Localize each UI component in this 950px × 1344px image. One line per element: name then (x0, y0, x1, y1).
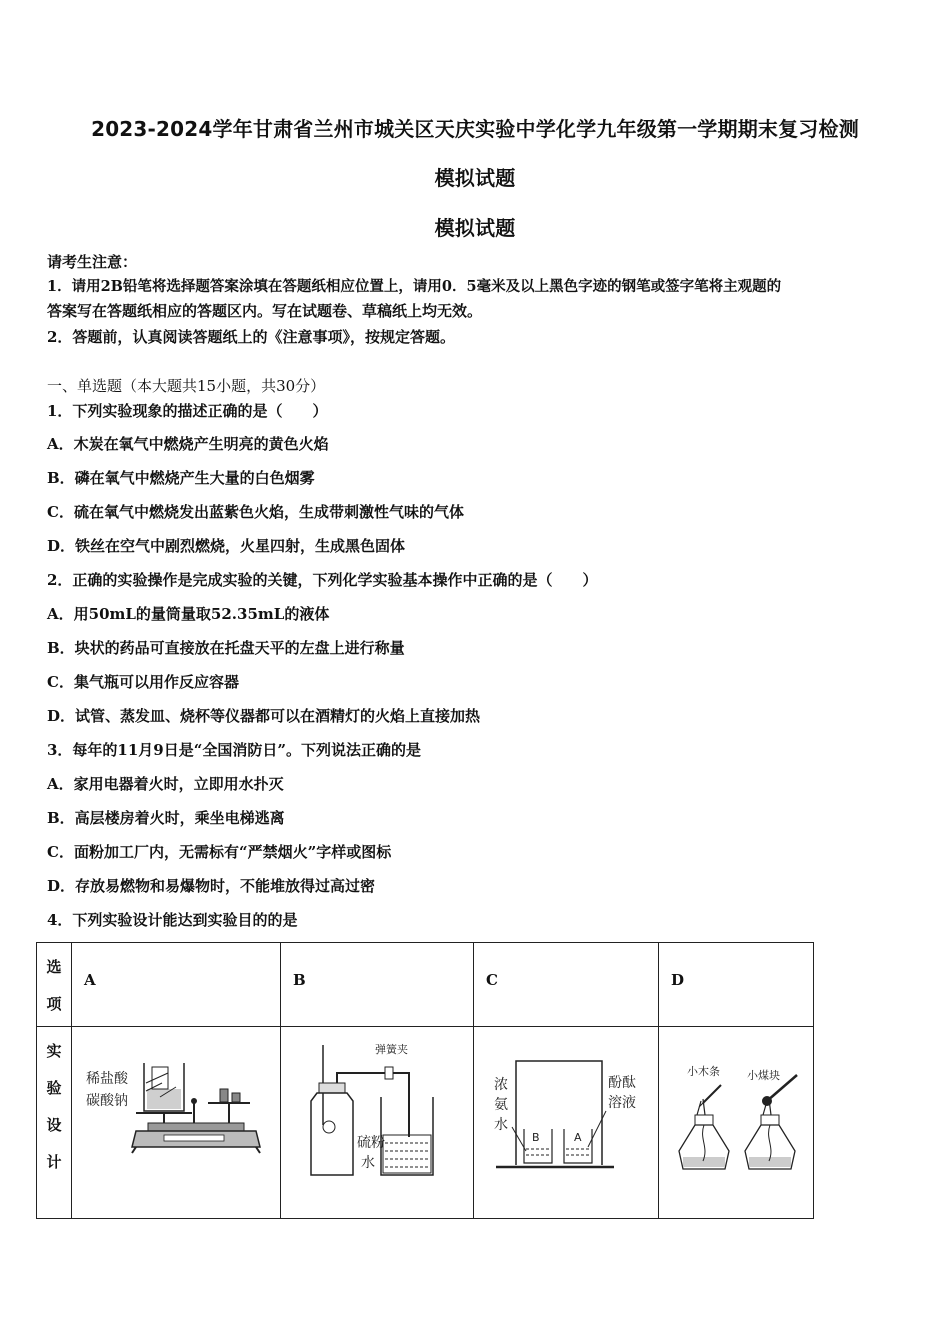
figure-d-label-stick: 小木条 (687, 1065, 720, 1078)
option-d-label: D (659, 943, 814, 1027)
option-b-label: B (281, 943, 474, 1027)
question-1-option-c: C．硫在氧气中燃烧发出蓝紫色火焰，生成带刺激性气味的气体 (47, 503, 464, 521)
figure-d-cell (659, 1027, 814, 1219)
question-2-stem: 2．正确的实验操作是完成实验的关键，下列化学实验基本操作中正确的是（ ） (47, 571, 598, 589)
question-2-option-c: C．集气瓶可以用作反应容器 (47, 673, 239, 691)
header-char: 项 (46, 995, 62, 1013)
figure-b-label-clip: 弹簧夹 (375, 1043, 408, 1056)
figure-a-cell (72, 1027, 281, 1219)
design-char: 设 (46, 1116, 62, 1134)
figure-c-label-conc: 浓 (494, 1077, 508, 1093)
question-4-stem: 4．下列实验设计能达到实验目的的是 (47, 911, 298, 929)
doc-title-line1: 2023-2024学年甘肃省兰州市城关区天庆实验中学化学九年级第一学期期末复习检测 (91, 117, 859, 141)
question-2-option-b: B．块状的药品可直接放在托盘天平的左盘上进行称量 (47, 639, 405, 657)
design-label-cell (37, 1027, 72, 1219)
doc-title-line2: 模拟试题 (434, 166, 516, 190)
question-3-option-b: B．高层楼房着火时，乘坐电梯逃离 (47, 809, 285, 827)
question-2-option-a: A．用50mL的量筒量取52.35mL的液体 (47, 605, 330, 623)
design-char: 实 (46, 1042, 62, 1060)
question-4-table (36, 942, 814, 1219)
figure-c-beaker-b: B (532, 1131, 540, 1144)
section-heading: 一、单选题（本大题共15小题，共30分） (47, 377, 326, 395)
figure-c-cell (474, 1027, 659, 1219)
bottle-figure (281, 1027, 463, 1219)
question-2-option-d: D．试管、蒸发皿、烧杯等仪器都可以在酒精灯的火焰上直接加热 (47, 707, 481, 725)
question-1-stem: 1．下列实验现象的描述正确的是（ ） (47, 402, 328, 420)
notice-heading: 请考生注意： (47, 253, 138, 271)
notice-item-1a: 1．请用2B铅笔将选择题答案涂填在答题纸相应位置上，请用0．5毫米及以上黑色字迹的钢笔或签字笔将主观题的 (47, 278, 782, 295)
option-a-label: A (72, 943, 281, 1027)
question-1-option-d: D．铁丝在空气中剧烈燃烧，火星四射，生成黑色固体 (47, 537, 406, 555)
figure-a-label-acid: 稀盐酸 (86, 1071, 128, 1087)
design-char: 验 (46, 1079, 62, 1097)
notice-item-2: 2．答题前，认真阅读答题纸上的《注意事项》，按规定答题。 (47, 328, 455, 346)
header-label-cell (37, 943, 72, 1027)
figure-b-label-water: 水 (361, 1155, 375, 1171)
figure-c-beaker-a: A (574, 1131, 582, 1144)
lamps-figure (659, 1027, 825, 1219)
figure-a-label-carbonate: 碳酸钠 (86, 1093, 128, 1109)
figure-c-label-water: 水 (494, 1117, 508, 1133)
figure-c-label-ammonia: 氨 (494, 1097, 508, 1113)
doc-subtitle: 模拟试题 (434, 216, 516, 240)
question-3-stem: 3．每年的11月9日是“全国消防日”。下列说法正确的是 (47, 741, 422, 759)
question-1-option-b: B．磷在氧气中燃烧产生大量的白色烟雾 (47, 469, 315, 487)
question-3-option-a: A．家用电器着火时，立即用水扑灭 (47, 775, 284, 793)
question-3-option-c: C．面粉加工厂内，无需标有“严禁烟火”字样或图标 (47, 843, 392, 861)
header-char: 选 (46, 958, 62, 976)
belljar-figure (474, 1027, 648, 1219)
figure-d-label-coal: 小煤块 (747, 1069, 780, 1082)
design-char: 计 (46, 1153, 62, 1171)
figure-c-label-solution: 溶液 (608, 1095, 636, 1111)
option-c-label: C (474, 943, 659, 1027)
figure-c-label-phenol: 酚酞 (608, 1075, 636, 1091)
notice-item-1b: 答案写在答题纸相应的答题区内。写在试题卷、草稿纸上均无效。 (47, 302, 483, 320)
figure-b-cell (281, 1027, 474, 1219)
question-3-option-d: D．存放易燃物和易爆物时，不能堆放得过高过密 (47, 877, 376, 895)
question-1-option-a: A．木炭在氧气中燃烧产生明亮的黄色火焰 (47, 435, 329, 453)
balance-figure (72, 1027, 270, 1219)
figure-b-label-sulfur: 硫粉 (357, 1135, 385, 1151)
